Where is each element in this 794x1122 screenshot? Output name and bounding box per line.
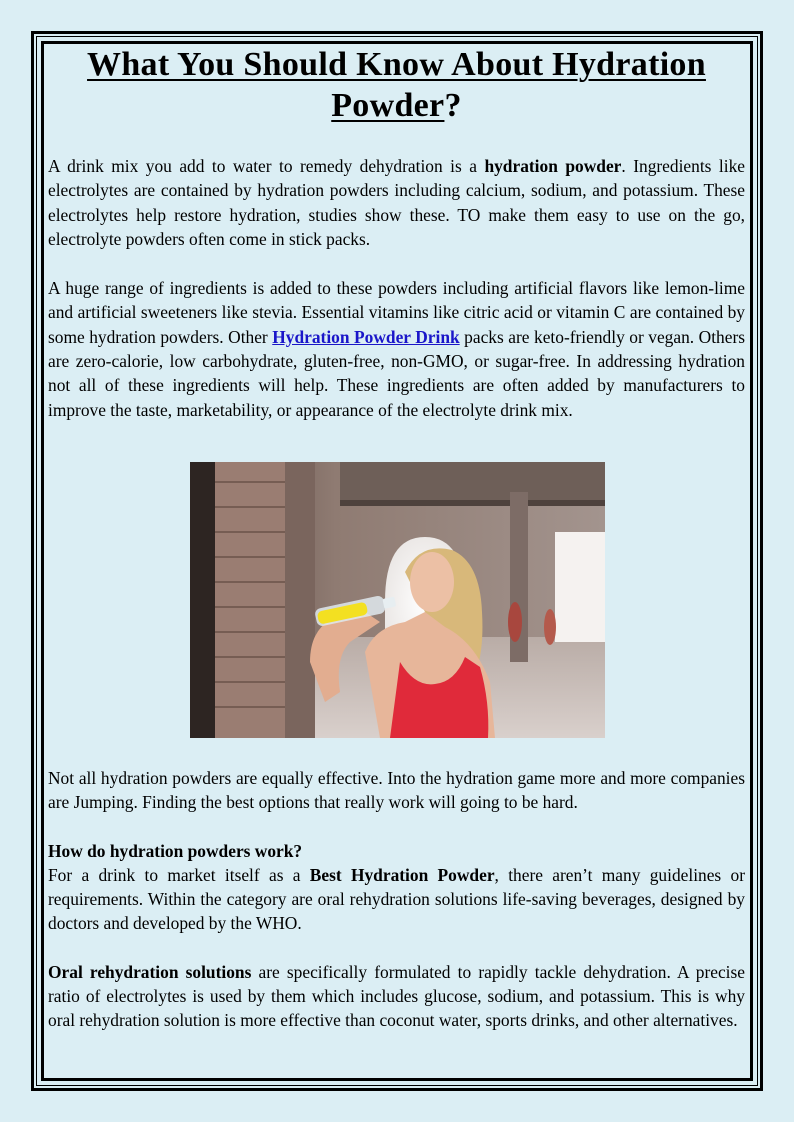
para2-text-a: A huge range of ingredients is added to these powders including artificial flavors like lemon-lime and artificial sweeteners like stevia. Essential vitamins like citric acid or vitamin C are contained by some hydration powders. Other <box>48 278 745 347</box>
para4-text-b: , there aren’t many guidelines or requirements. Within the category are oral rehydration solutions life-saving beverages, designed by doctors and developed by the WHO. <box>48 864 745 934</box>
para2-text-b: packs are keto-friendly or vegan. Others are zero-calorie, low carbohydrate, gluten-free, non-GMO, or sugar-free. In addressing hydration not all of these ingredients will help. These ingredients are often added by manufacturers to improve the taste, marketability, or appearance of the electrolyte drink mix. <box>48 326 746 420</box>
para4-text-a: For a drink to market itself as a <box>48 864 310 885</box>
para1-text-a: A drink mix you add to water to remedy dehydration is a <box>48 156 485 176</box>
paragraph-intro <box>48 154 745 251</box>
document-body <box>48 44 745 1033</box>
paragraph-effectiveness: Not all hydration powders are equally effective. Into the hydration game more and more companies are Jumping. Finding the best options that really work will going to be hard. <box>48 767 745 813</box>
title-question-mark: ? <box>444 87 462 124</box>
para1-bold-term: hydration powder <box>484 156 622 176</box>
hydration-powder-drink-link[interactable]: Hydration Powder Drink <box>272 326 460 347</box>
title-line-2: Powder <box>331 87 445 124</box>
photo-illustration <box>190 462 605 738</box>
paragraph-ingredients <box>48 276 745 422</box>
title-line-1: What You Should Know About Hydration <box>87 46 706 83</box>
woman-drinking-photo <box>190 462 605 738</box>
page-title <box>48 44 745 126</box>
para1-text-b: . Ingredients like electrolytes are contained by hydration powders including calcium, sodium, and potassium. These electrolytes help restore hydration, studies show these. TO make them easy to use on the go, electrolyte powders often come in stick packs. <box>48 156 745 249</box>
paragraph-guidelines <box>48 863 745 936</box>
section-heading-how-it-works: How do hydration powders work? <box>48 840 303 861</box>
paragraph-oral-rehydration <box>48 960 745 1033</box>
para5-text: are specifically formulated to rapidly tackle dehydration. A precise ratio of electrolytes is used by them which includes glucose, sodium, and potassium. This is why oral rehydration solution is more effective than coconut water, sports drinks, and other alternatives. <box>48 961 745 1031</box>
para5-bold-term: Oral rehydration solutions <box>48 961 252 982</box>
para4-bold-term: Best Hydration Powder <box>309 864 495 885</box>
